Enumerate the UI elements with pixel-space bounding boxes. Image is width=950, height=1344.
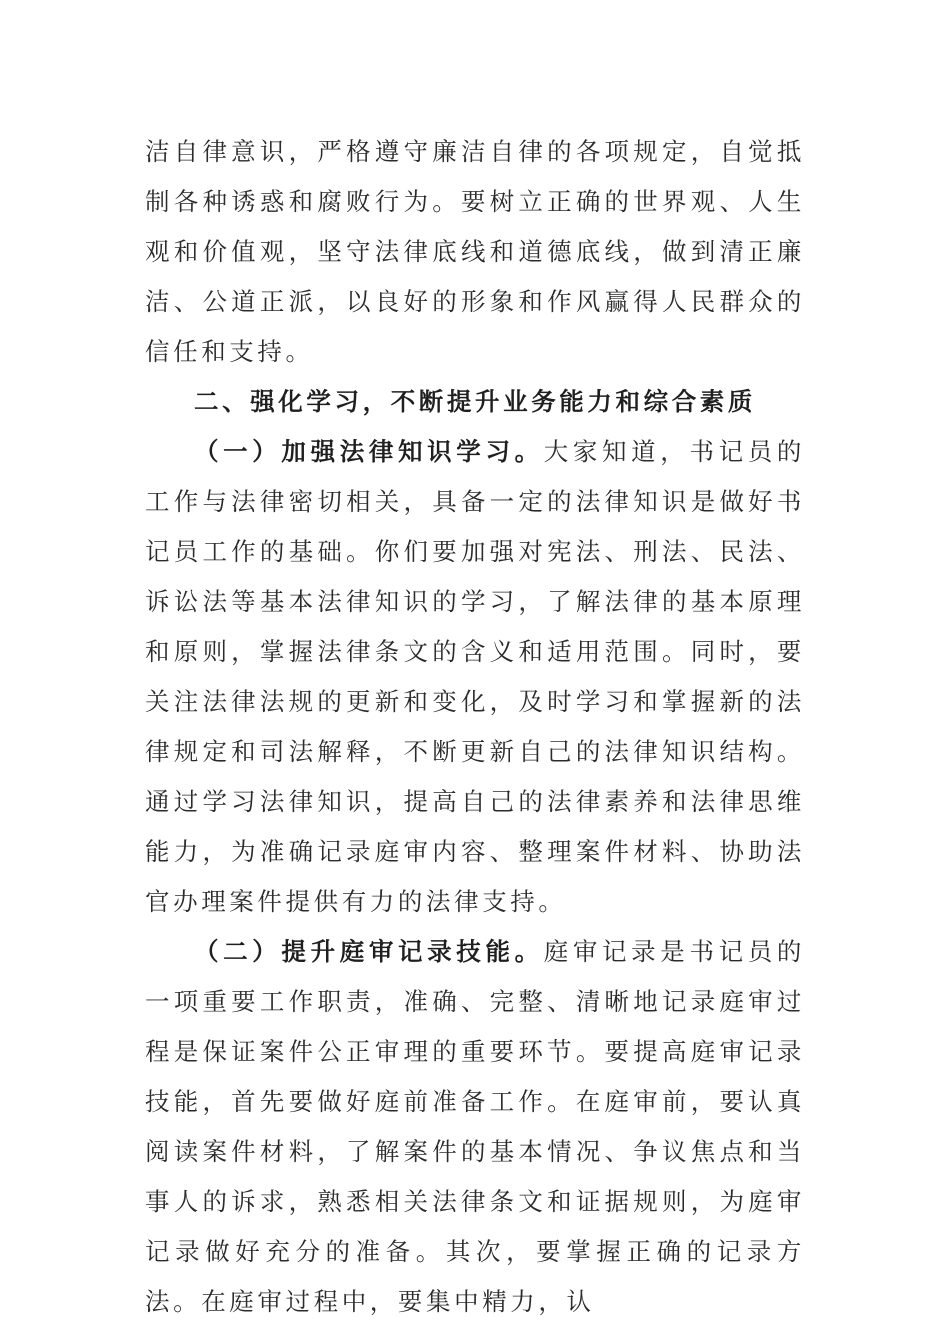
paragraph-text: 洁自律意识，严格遵守廉洁自律的各项规定，自觉抵制各种诱惑和腐败行为。要树立正确的世界观、人生观和价值观，坚守法律底线和道德底线，做到清正廉洁、公道正派，以良好的形象和作风赢得人民群众的信任和支持。 — [145, 137, 805, 366]
section-heading-text: 二、强化学习，不断提升业务能力和综合素质 — [194, 387, 756, 416]
paragraph-text: 庭审记录是书记员的一项重要工作职责，准确、完整、清晰地记录庭审过程是保证案件公正审理的重要环节。要提高庭审记录技能，首先要做好庭前准备工作。在庭审前，要认真阅读案件材料，了解案件的基本情况、争议焦点和当事人的诉求，熟悉相关法律条文和证据规则，为庭审记录做好充分的准备。其次，要掌握正确的记录方法。在庭审过程中，要集中精力，认 — [145, 937, 805, 1316]
paragraph-legal-knowledge — [145, 427, 805, 927]
paragraph-integrity-continuation — [145, 127, 805, 377]
subsection-lead: （一）加强法律知识学习。 — [194, 437, 544, 466]
paragraph-text: 大家知道，书记员的工作与法律密切相关，具备一定的法律知识是做好书记员工作的基础。你们要加强对宪法、刑法、民法、诉讼法等基本法律知识的学习，了解法律的基本原理和原则，掌握法律条文的含义和适用范围。同时，要关注法律法规的更新和变化，及时学习和掌握新的法律规定和司法解释，不断更新自己的法律知识结构。通过学习法律知识，提高自己的法律素养和法律思维能力，为准确记录庭审内容、整理案件材料、协助法官办理案件提供有力的法律支持。 — [145, 437, 805, 916]
subsection-lead: （二）提升庭审记录技能。 — [194, 937, 544, 966]
section-heading — [145, 377, 805, 427]
document-body — [145, 127, 805, 1327]
paragraph-court-recording — [145, 927, 805, 1327]
